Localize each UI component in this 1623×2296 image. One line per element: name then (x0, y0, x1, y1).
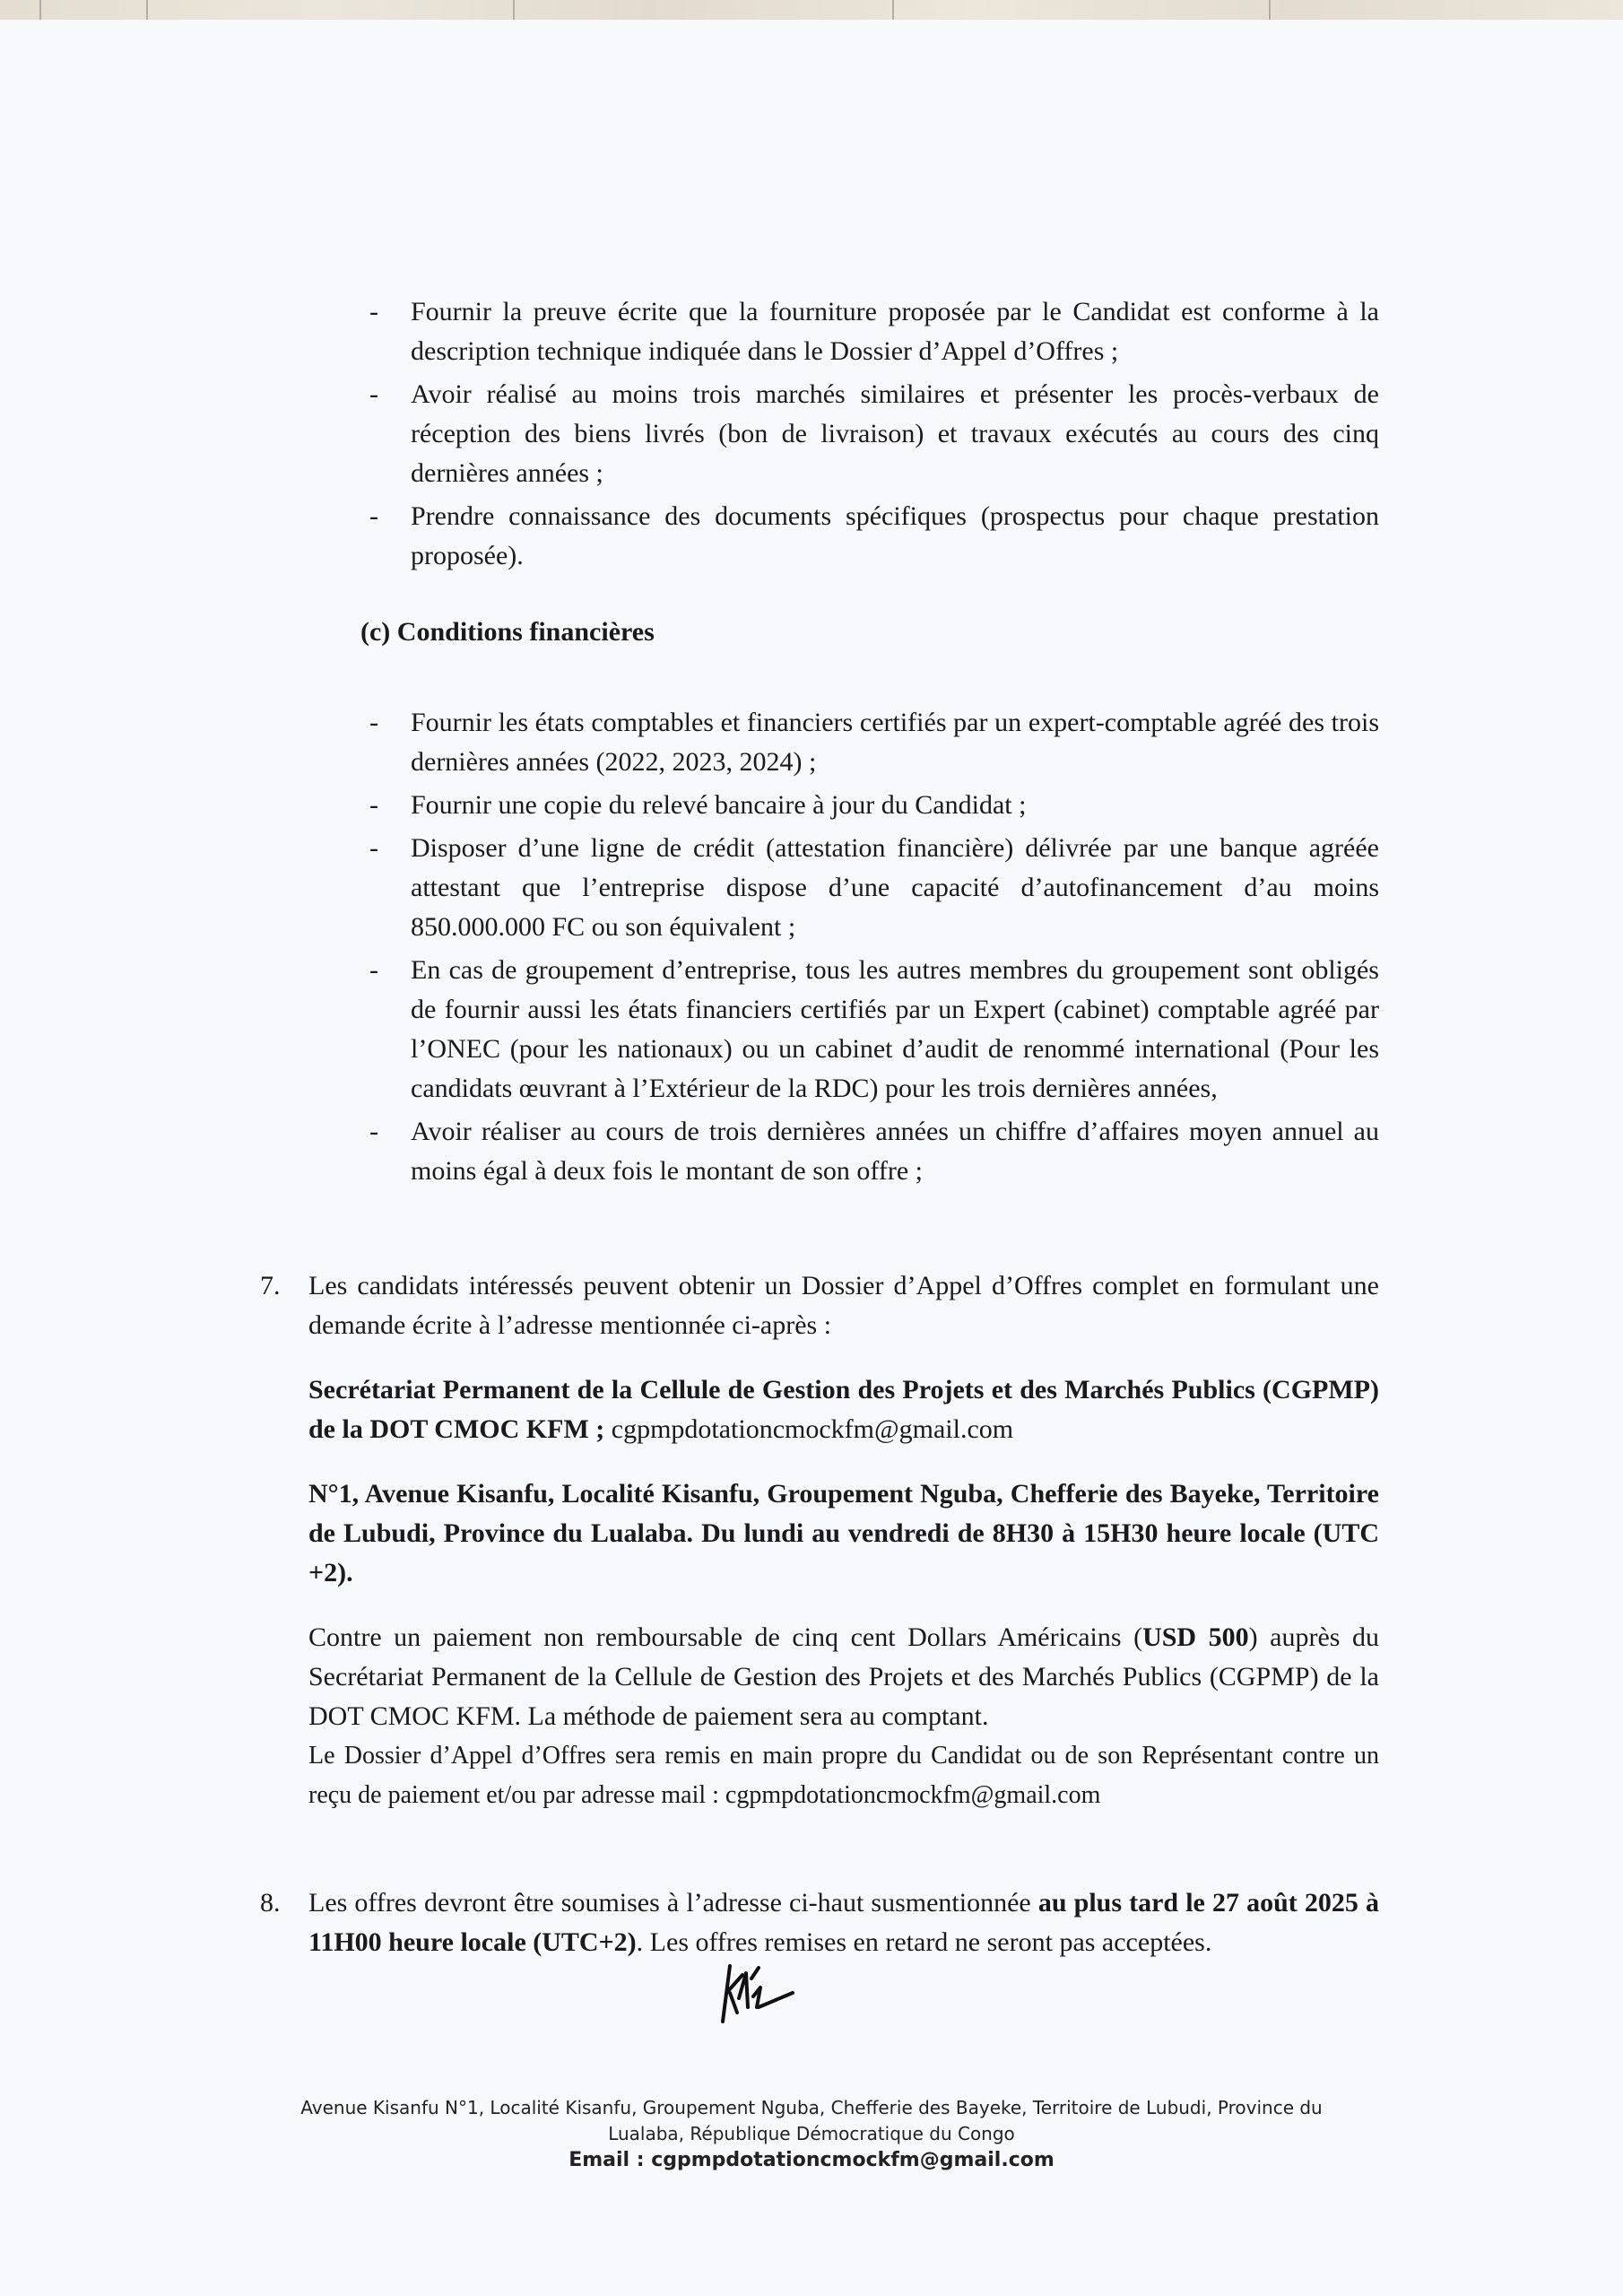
submission-deadline (308, 1883, 1379, 1962)
payment-amount: USD 500 (1142, 1622, 1249, 1652)
list-item: - Fournir une copie du relevé bancaire à jour du Candidat ; (369, 786, 1379, 825)
scanner-edge-strip (0, 0, 1623, 20)
list-item: - Avoir réalisé au moins trois marchés similaires et présenter les procès-verbaux de réception des biens livrés (bon de livraison) et travaux exécutés au cours des cinq dernières années ; (369, 375, 1379, 493)
list-item: - Disposer d’une ligne de crédit (attestation financière) délivrée par une banque agréée attestant que l’entreprise dispose d’une capacité d’autofinancement d’au moins 850.000.000 FC ou son équivalent ; (369, 829, 1379, 947)
list-item: - Fournir la preuve écrite que la fourniture proposée par le Candidat est conforme à la description technique indiquée dans le Dossier d’Appel d’Offres ; (369, 292, 1379, 371)
deadline-date: au plus tard le 27 août 2025 à 11H00 heure locale (UTC+2) (308, 1888, 1379, 1957)
letterhead-footer (242, 2095, 1381, 2173)
footer-address-line-2: Lualaba, République Démocratique du Congo (608, 2123, 1015, 2144)
financial-conditions-list (369, 703, 1379, 1195)
section-number: 8. (260, 1888, 281, 1918)
section-7-intro: Les candidats intéressés peuvent obtenir un Dossier d’Appel d’Offres complet en formulant une demande écrite à l’adresse mentionnée ci-après : (308, 1271, 1379, 1340)
scan-artifact (513, 0, 515, 20)
scan-artifact (892, 0, 894, 20)
list-item: - Prendre connaissance des documents spécifiques (prospectus pour chaque prestation proposée). (369, 497, 1379, 576)
office-email-link[interactable]: cgpmpdotationcmockfm@gmail.com (611, 1414, 1014, 1444)
section-number: 7. (260, 1271, 281, 1300)
delivery-email-link[interactable]: cgpmpdotationcmockfm@gmail.com (725, 1781, 1101, 1809)
list-item: - Fournir les états comptables et financiers certifiés par un expert-comptable agréé des trois dernières années (2022, 2023, 2024) ; (369, 703, 1379, 782)
scan-artifact (1269, 0, 1271, 20)
payment-text: ) auprès du Secrétariat Permanent de la Cellule de Gestion des Projets et des Marchés Publics (CGPMP) de la DOT CMOC KFM. La méthode de paiement sera au comptant. (308, 1622, 1379, 1731)
scan-artifact (146, 0, 148, 20)
section-8 (260, 1883, 1379, 1987)
scan-artifact (39, 0, 41, 20)
deadline-text: . Les offres remises en retard ne seront pas acceptées. (636, 1927, 1212, 1957)
handwritten-signature-icon (707, 1961, 814, 2023)
office-name-text: Secrétariat Permanent de la Cellule de Gestion des Projets et des Marchés Publics (CGPMP) de la DOT CMOC KFM ; (308, 1375, 1379, 1444)
list-item: - En cas de groupement d’entreprise, tous les autres membres du groupement sont obligés de fournir aussi les états financiers certifiés par un Expert (cabinet) comptable agréé par l’ONEC (pour les nationaux) ou un cabinet d’audit de renommé international (Pour les candidats œuvrant à l’Extérieur de la RDC) pour les trois dernières années, (369, 951, 1379, 1109)
delivery-text: Le Dossier d’Appel d’Offres sera remis en main propre du Candidat ou de son Représentant contre un reçu de paiement et/ou par adresse mail : (308, 1742, 1379, 1809)
footer-email-line (242, 2147, 1381, 2173)
payment-text: Contre un paiement non remboursable de cinq cent Dollars Américains ( (308, 1622, 1143, 1652)
technical-conditions-list (369, 292, 1379, 579)
section-heading-financial-conditions: (c) Conditions financières (360, 617, 655, 647)
office-address: N°1, Avenue Kisanfu, Localité Kisanfu, Groupement Nguba, Chefferie des Bayeke, Territoire de Lubudi, Province du Lualaba. Du lundi au vendredi de 8H30 à 15H30 heure locale (UTC +2). (308, 1479, 1379, 1587)
footer-email-link[interactable]: cgpmpdotationcmockfm@gmail.com (651, 2149, 1055, 2171)
footer-email-label: Email : (568, 2149, 645, 2171)
list-item: - Avoir réaliser au cours de trois dernières années un chiffre d’affaires moyen annuel au moins égal à deux fois le montant de son offre ; (369, 1112, 1379, 1191)
payment-terms (308, 1618, 1379, 1736)
delivery-terms (308, 1736, 1379, 1815)
section-7 (260, 1266, 1379, 1840)
office-name (308, 1370, 1379, 1449)
deadline-text: Les offres devront être soumises à l’adresse ci-haut susmentionnée (308, 1888, 1038, 1918)
footer-address-line-1: Avenue Kisanfu N°1, Localité Kisanfu, Groupement Nguba, Chefferie des Bayeke, Territoire de Lubudi, Province du (300, 2097, 1323, 2118)
